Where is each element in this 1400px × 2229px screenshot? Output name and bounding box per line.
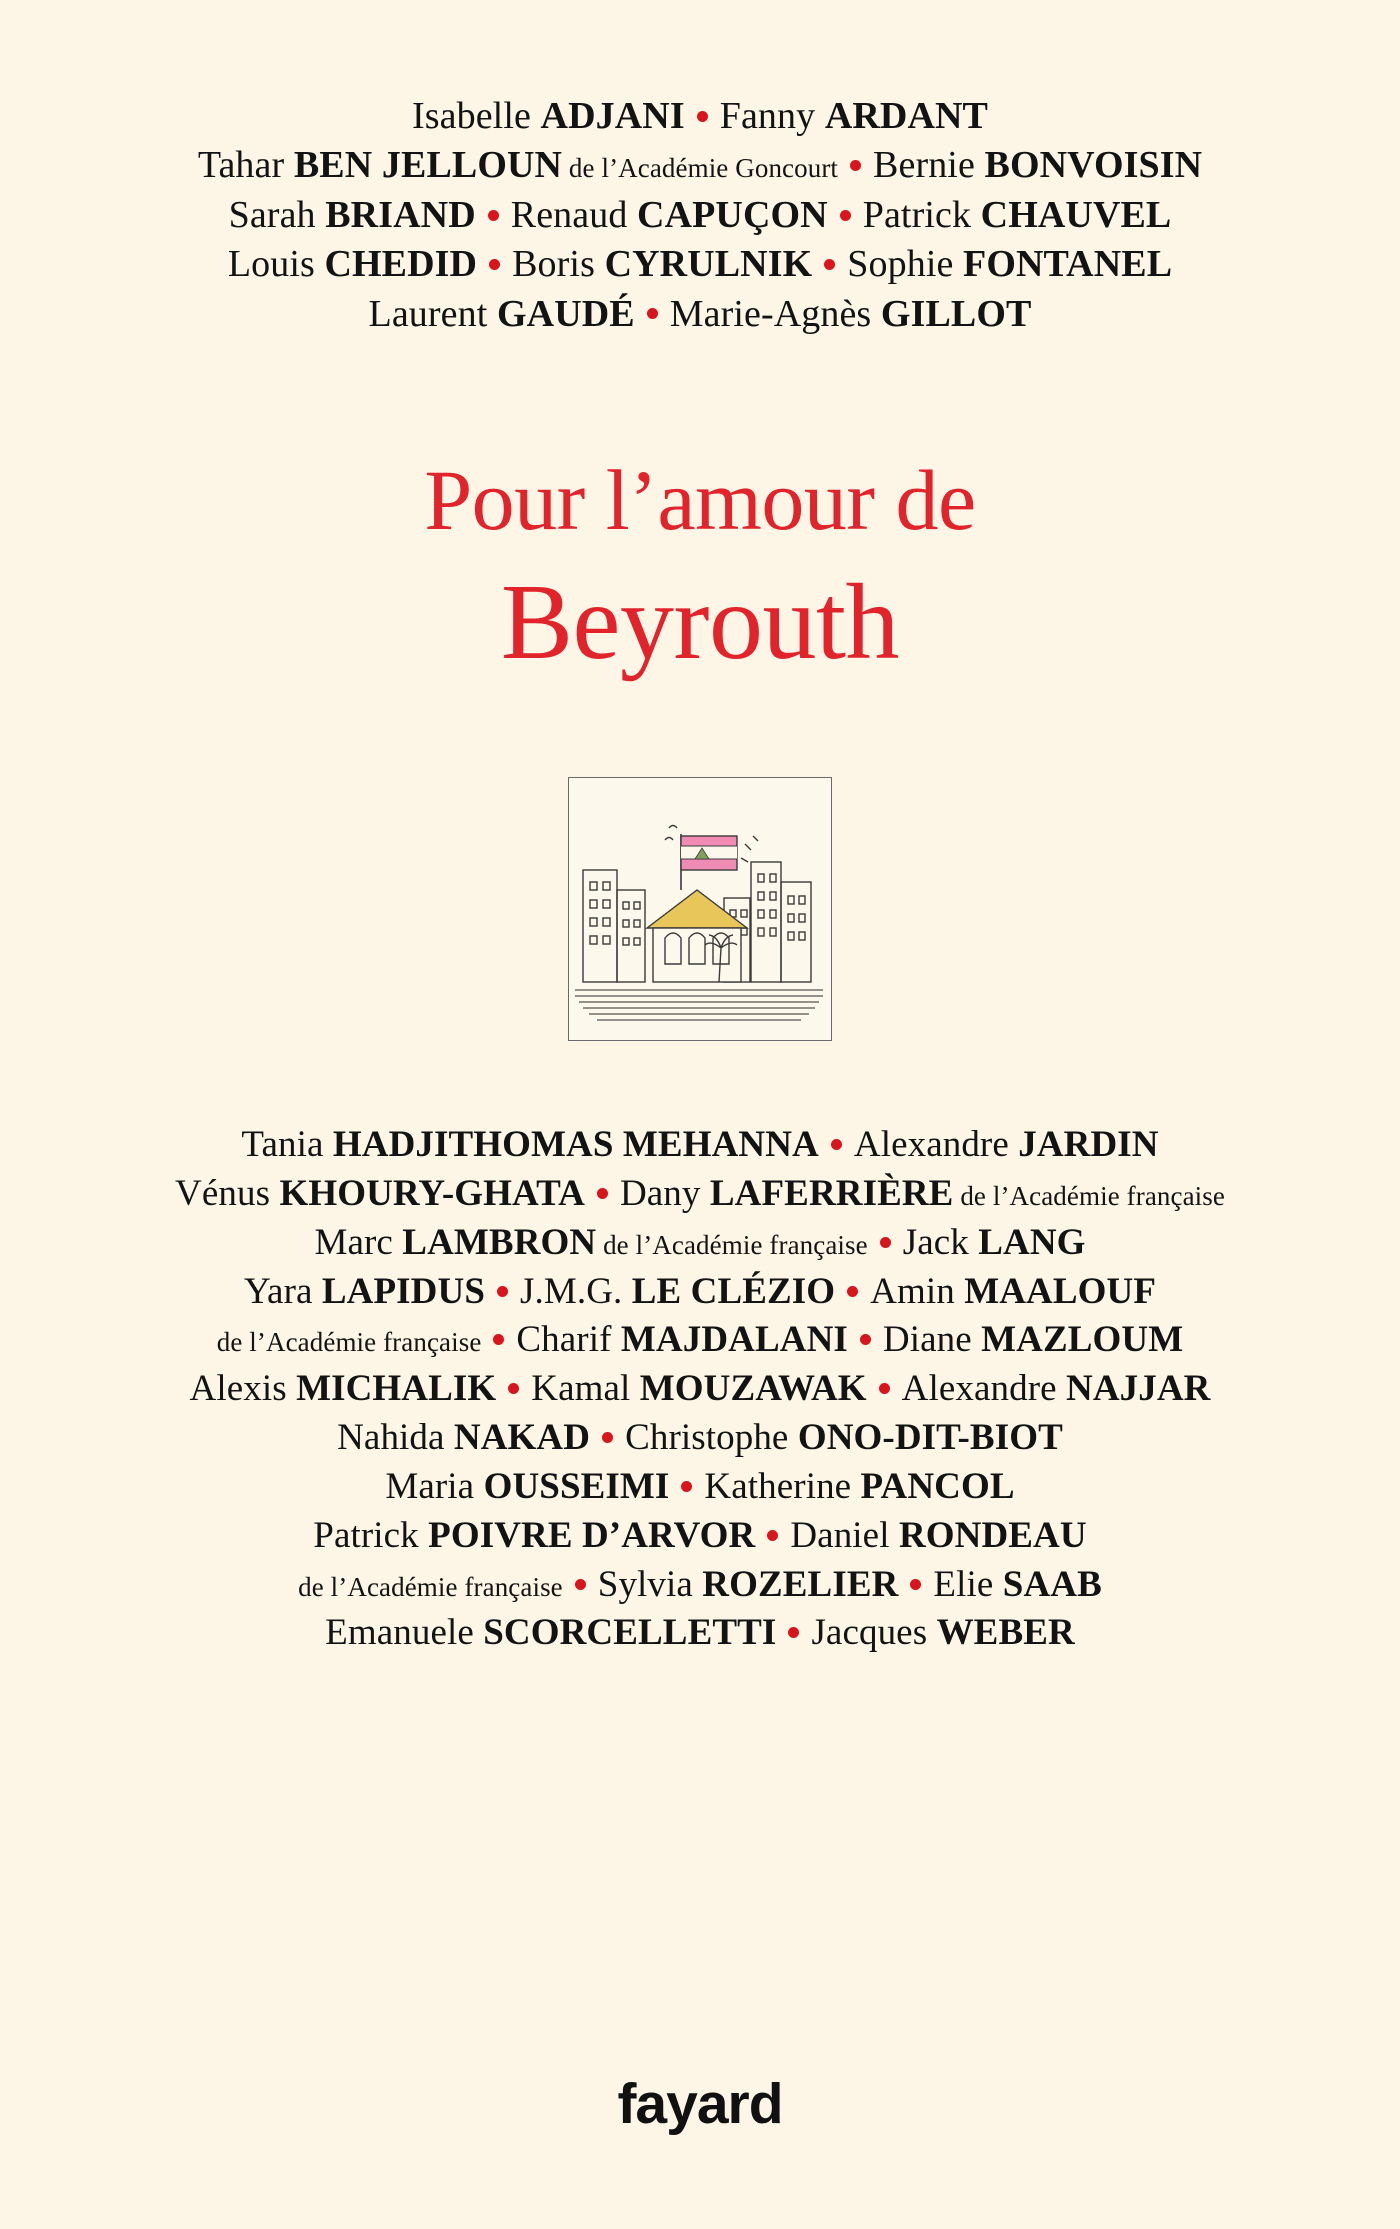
contributor-last-name: PANCOL — [860, 1465, 1015, 1507]
contributor-first-name: Renaud — [510, 193, 638, 236]
contributor-line — [55, 290, 1345, 339]
contributor-last-name: BONVOISIN — [984, 144, 1203, 187]
contributor-line — [55, 1365, 1345, 1414]
contributor-last-name: CYRULNIK — [604, 243, 813, 286]
contributor-last-name: GAUDÉ — [497, 292, 635, 335]
contributor-line — [55, 1121, 1345, 1170]
contributor-line — [55, 191, 1345, 240]
contributor-line — [55, 1414, 1345, 1463]
contributor-first-name: Marc — [314, 1221, 403, 1263]
separator-dot-icon — [681, 1481, 692, 1492]
contributor-last-name: MAJDALANI — [620, 1319, 848, 1361]
contributor-first-name: Jack — [902, 1221, 979, 1263]
contributor-last-name: MICHALIK — [296, 1368, 497, 1410]
separator-dot-icon — [788, 1627, 799, 1638]
separator-dot-icon — [910, 1579, 921, 1590]
contributor-line — [55, 1219, 1345, 1268]
contributor-last-name: LE CLÉZIO — [631, 1270, 836, 1312]
book-title — [424, 451, 976, 685]
contributor-affiliation: de l’Académie française — [216, 1327, 482, 1358]
contributor-line — [55, 1463, 1345, 1512]
contributor-first-name: Sarah — [228, 193, 326, 236]
illustration-wrap — [568, 777, 832, 1041]
contributor-last-name: JARDIN — [1018, 1124, 1159, 1166]
beirut-house-flag-drawing — [568, 777, 832, 1041]
contributor-first-name: Tania — [241, 1124, 333, 1166]
contributor-first-name: Emanuele — [325, 1612, 484, 1654]
contributor-line — [55, 1609, 1345, 1658]
contributor-first-name: Marie-Agnès — [669, 292, 881, 335]
contributor-line — [55, 1561, 1345, 1610]
contributor-first-name: Maria — [385, 1465, 484, 1507]
separator-dot-icon — [847, 1286, 858, 1297]
title-line-1: Pour l’amour de — [424, 451, 976, 548]
contributor-first-name: Amin — [870, 1270, 965, 1312]
contributor-first-name: Christophe — [625, 1417, 798, 1459]
contributor-last-name: RONDEAU — [898, 1514, 1087, 1556]
contributor-first-name: Alexis — [189, 1368, 297, 1410]
contributor-line — [55, 141, 1345, 190]
contributor-first-name: Yara — [243, 1270, 322, 1312]
separator-dot-icon — [860, 1334, 871, 1345]
contributor-last-name: WEBER — [936, 1612, 1075, 1654]
contributor-line — [55, 1512, 1345, 1561]
separator-dot-icon — [602, 1432, 613, 1443]
contributor-first-name: Dany — [619, 1172, 710, 1214]
separator-dot-icon — [850, 160, 861, 171]
contributor-affiliation: de l’Académie Goncourt — [562, 153, 839, 184]
contributor-last-name: ROZELIER — [702, 1563, 899, 1605]
contributor-last-name: SAAB — [1002, 1563, 1102, 1605]
separator-dot-icon — [840, 210, 851, 221]
contributor-last-name: ARDANT — [824, 95, 988, 137]
contributor-line — [55, 1316, 1345, 1365]
beirut-house-flag-illustration-svg — [569, 778, 829, 1038]
contributor-first-name: Charif — [516, 1319, 621, 1361]
contributor-affiliation: de l’Académie française — [596, 1229, 868, 1260]
separator-dot-icon — [597, 1188, 608, 1199]
contributors-top — [55, 92, 1345, 339]
separator-dot-icon — [493, 1334, 504, 1345]
separator-dot-icon — [508, 1383, 519, 1394]
contributor-line — [55, 1268, 1345, 1317]
separator-dot-icon — [488, 210, 499, 221]
contributor-line — [55, 240, 1345, 289]
contributor-first-name: Daniel — [790, 1514, 899, 1556]
contributor-last-name: OUSSEIMI — [483, 1465, 670, 1507]
contributor-affiliation: de l’Académie française — [953, 1180, 1225, 1211]
contributor-first-name: Alexandre — [901, 1368, 1067, 1410]
contributor-last-name: BEN JELLOUN — [293, 144, 563, 187]
separator-dot-icon — [497, 1286, 508, 1297]
contributor-last-name: NAKAD — [453, 1417, 591, 1459]
separator-dot-icon — [880, 1237, 891, 1248]
separator-dot-icon — [575, 1579, 586, 1590]
separator-dot-icon — [489, 259, 500, 270]
separator-dot-icon — [767, 1530, 778, 1541]
contributor-first-name: Laurent — [368, 292, 497, 335]
contributor-last-name: POIVRE D’ARVOR — [428, 1514, 756, 1556]
contributor-first-name: Jacques — [811, 1612, 937, 1654]
contributor-last-name: ADJANI — [540, 95, 685, 137]
contributor-last-name: MAZLOUM — [981, 1319, 1184, 1361]
contributor-last-name: CHEDID — [324, 243, 478, 286]
contributor-first-name: Patrick — [313, 1514, 429, 1556]
contributor-first-name: Fanny — [719, 95, 825, 137]
contributor-last-name: MOUZAWAK — [639, 1368, 867, 1410]
separator-dot-icon — [647, 308, 658, 319]
contributor-line — [55, 92, 1345, 141]
contributor-last-name: BRIAND — [325, 193, 476, 236]
contributor-last-name: SCORCELLETTI — [483, 1612, 777, 1654]
separator-dot-icon — [879, 1383, 890, 1394]
separator-dot-icon — [831, 1139, 842, 1150]
contributor-first-name: Vénus — [175, 1172, 280, 1214]
contributor-line — [55, 1170, 1345, 1219]
contributor-last-name: CHAUVEL — [980, 193, 1172, 236]
contributor-first-name: Alexandre — [853, 1124, 1019, 1166]
contributor-first-name: Nahida — [337, 1417, 454, 1459]
contributor-last-name: CAPUÇON — [637, 193, 828, 236]
contributor-first-name: Isabelle — [411, 95, 541, 137]
separator-dot-icon — [697, 111, 708, 122]
contributor-first-name: J.M.G. — [520, 1270, 632, 1312]
contributor-first-name: Louis — [227, 243, 325, 286]
contributor-first-name: Diane — [882, 1319, 982, 1361]
publisher-logo: fayard — [617, 2072, 783, 2136]
contributor-last-name: KHOURY-GHATA — [279, 1172, 585, 1214]
contributor-first-name: Sophie — [847, 243, 964, 286]
contributor-affiliation: de l’Académie française — [298, 1571, 563, 1602]
contributor-last-name: NAJJAR — [1066, 1368, 1211, 1410]
contributor-last-name: LAPIDUS — [321, 1270, 485, 1312]
contributor-last-name: LAFERRIÈRE — [709, 1172, 954, 1214]
contributors-bottom — [55, 1121, 1345, 1658]
contributor-first-name: Patrick — [862, 193, 981, 236]
contributor-first-name: Kamal — [531, 1368, 640, 1410]
contributor-last-name: HADJITHOMAS MEHANNA — [332, 1124, 819, 1166]
contributor-first-name: Sylvia — [597, 1563, 703, 1605]
contributor-last-name: FONTANEL — [963, 243, 1173, 286]
contributor-first-name: Katherine — [704, 1465, 861, 1507]
separator-dot-icon — [824, 259, 835, 270]
contributor-last-name: LAMBRON — [402, 1221, 597, 1263]
contributor-first-name: Elie — [933, 1563, 1003, 1605]
contributor-first-name: Tahar — [197, 144, 294, 187]
contributor-last-name: MAALOUF — [964, 1270, 1157, 1312]
contributor-first-name: Boris — [512, 243, 605, 286]
title-line-2: Beyrouth — [501, 562, 899, 682]
contributor-last-name: LANG — [978, 1221, 1086, 1263]
contributor-last-name: GILLOT — [880, 292, 1032, 335]
contributor-last-name: ONO-DIT-BIOT — [797, 1417, 1063, 1459]
contributor-first-name: Bernie — [873, 144, 985, 187]
